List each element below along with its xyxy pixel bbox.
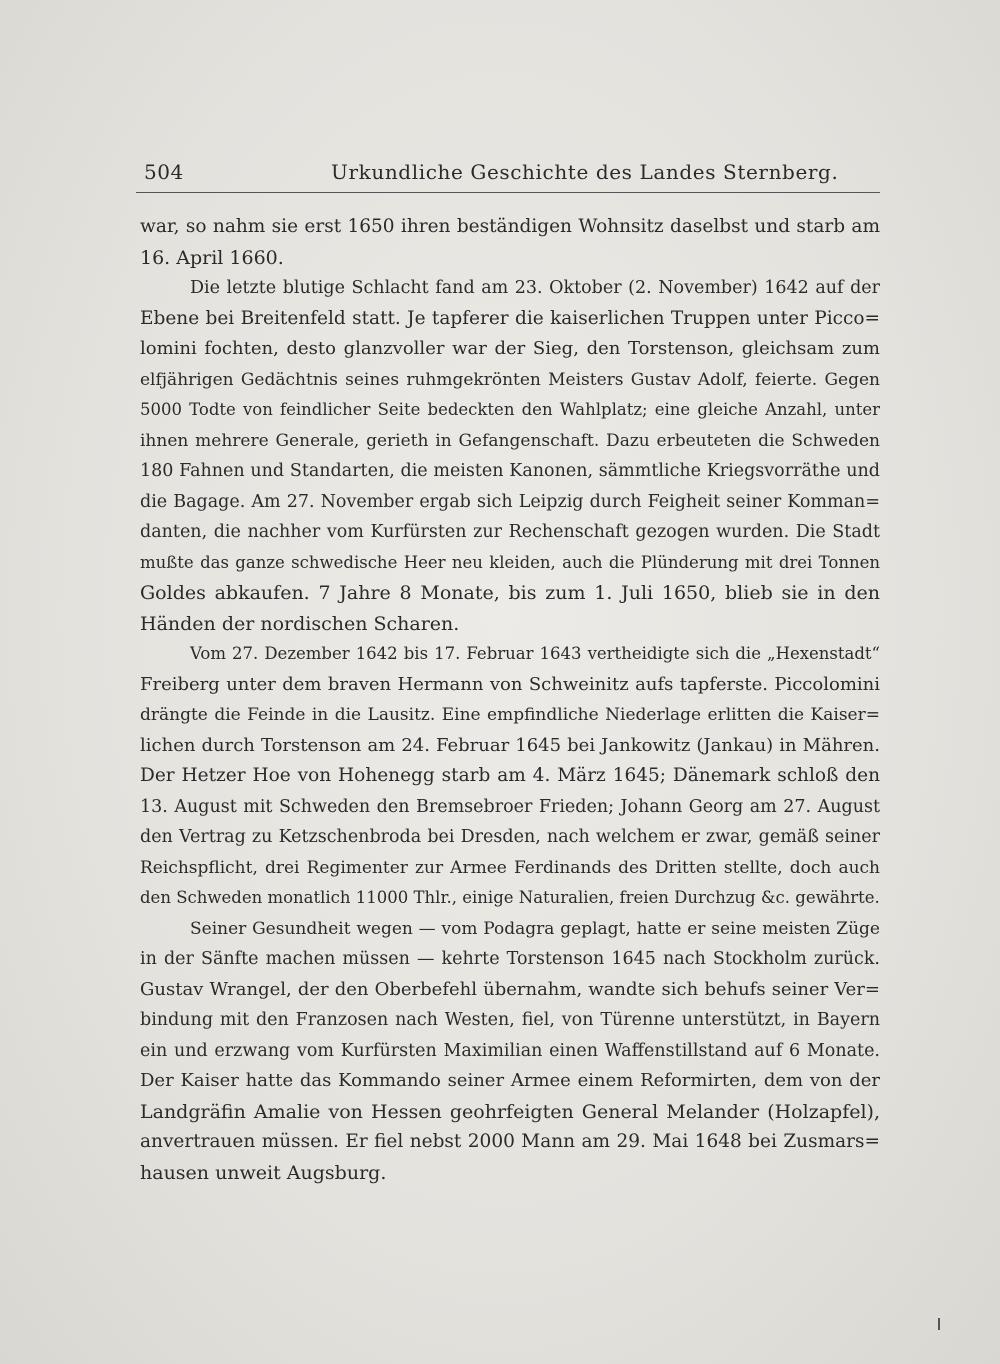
running-title: Urkundliche Geschichte des Landes Sternberg. <box>331 160 839 184</box>
text-line: Vom 27. Dezember 1642 bis 17. Februar 1643 vertheidigte sich die „Hexenstadt“ <box>190 644 880 663</box>
text-line: drängte die Feinde in die Lausitz. Eine empfindliche Niederlage erlitten die Kaiser= <box>140 705 880 725</box>
margin-mark <box>938 1318 940 1330</box>
text-line: Händen der nordischen Scharen. <box>140 612 460 635</box>
text-line: anvertrauen müssen. Er fiel nebst 2000 Mann am 29. Mai 1648 bei Zusmars= <box>140 1131 880 1152</box>
text-line: war, so nahm sie erst 1650 ihren beständigen Wohnsitz daselbst und starb am <box>140 216 880 237</box>
body-text <box>140 212 880 1188</box>
text-line: Goldes abkaufen. 7 Jahre 8 Monate, bis zum 1. Juli 1650, blieb sie in den <box>140 582 880 604</box>
text-line: 16. April 1660. <box>140 246 284 269</box>
header-rule <box>136 192 880 193</box>
text-line: Gustav Wrangel, der den Oberbefehl übernahm, wandte sich behufs seiner Ver= <box>140 978 880 1000</box>
text-line: Die letzte blutige Schlacht fand am 23. Oktober (2. November) 1642 auf der <box>190 278 880 298</box>
text-line: Reichspflicht, drei Regimenter zur Armee Ferdinands des Dritten stellte, doch auch <box>140 857 880 878</box>
text-line: den Vertrag zu Ketzschenbroda bei Dresden, nach welchem er zwar, gemäß seiner <box>140 827 880 847</box>
text-line: danten, die nachher vom Kurfürsten zur Rechenschaft gezogen wurden. Die Stadt <box>140 522 880 542</box>
text-line: lichen durch Torstenson am 24. Februar 1645 bei Jankowitz (Jankau) in Mähren. <box>140 734 880 756</box>
text-line: 13. August mit Schweden den Bremsebroer Frieden; Johann Georg am 27. August <box>140 796 880 817</box>
text-line: 5000 Todte von feindlicher Seite bedeckten den Wahlplatz; eine gleiche Anzahl, unter <box>140 400 880 419</box>
text-line: lomini fochten, desto glanzvoller war der Sieg, den Torstenson, gleichsam zum <box>140 338 880 359</box>
text-line: Seiner Gesundheit wegen — vom Podagra geplagt, hatte er seine meisten Züge <box>190 918 880 939</box>
text-line: mußte das ganze schwedische Heer neu kleiden, auch die Plünderung mit drei Tonnen <box>140 552 880 572</box>
text-line: 180 Fahnen und Standarten, die meisten Kanonen, sämmtliche Kriegsvorräthe und <box>140 461 880 481</box>
text-line: bindung mit den Franzosen nach Westen, fiel, von Türenne unterstützt, in Bayern <box>140 1010 880 1030</box>
text-line: ein und erzwang vom Kurfürsten Maximilian einen Waffenstillstand auf 6 Monate. <box>140 1040 880 1061</box>
text-line: in der Sänfte machen müssen — kehrte Torstenson 1645 nach Stockholm zurück. <box>140 949 880 969</box>
text-line: ihnen mehrere Generale, gerieth in Gefangenschaft. Dazu erbeuteten die Schweden <box>140 430 880 451</box>
text-line: Der Hetzer Hoe von Hohenegg starb am 4. März 1645; Dänemark schloß den <box>140 765 880 786</box>
text-line: Freiberg unter dem braven Hermann von Schweinitz aufs tapferste. Piccolomini <box>140 673 880 695</box>
text-line: die Bagage. Am 27. November ergab sich Leipzig durch Feigheit seiner Komman= <box>140 491 880 512</box>
page-number: 504 <box>144 160 184 184</box>
text-line: Ebene bei Breitenfeld statt. Je tapferer die kaiserlichen Truppen unter Picco= <box>140 307 880 329</box>
text-line: Landgräfin Amalie von Hessen geohrfeigten General Melander (Holzapfel), <box>140 1100 880 1123</box>
page-header <box>136 158 880 188</box>
text-line: Der Kaiser hatte das Kommando seiner Armee einem Reformirten, dem von der <box>140 1070 880 1091</box>
text-line: den Schweden monatlich 11000 Thlr., einige Naturalien, freien Durchzug &c. gewährte. <box>140 888 880 907</box>
text-line: hausen unweit Augsburg. <box>140 1161 387 1184</box>
text-line: elfjährigen Gedächtnis seines ruhmgekrönten Meisters Gustav Adolf, feierte. Gegen <box>140 369 880 390</box>
